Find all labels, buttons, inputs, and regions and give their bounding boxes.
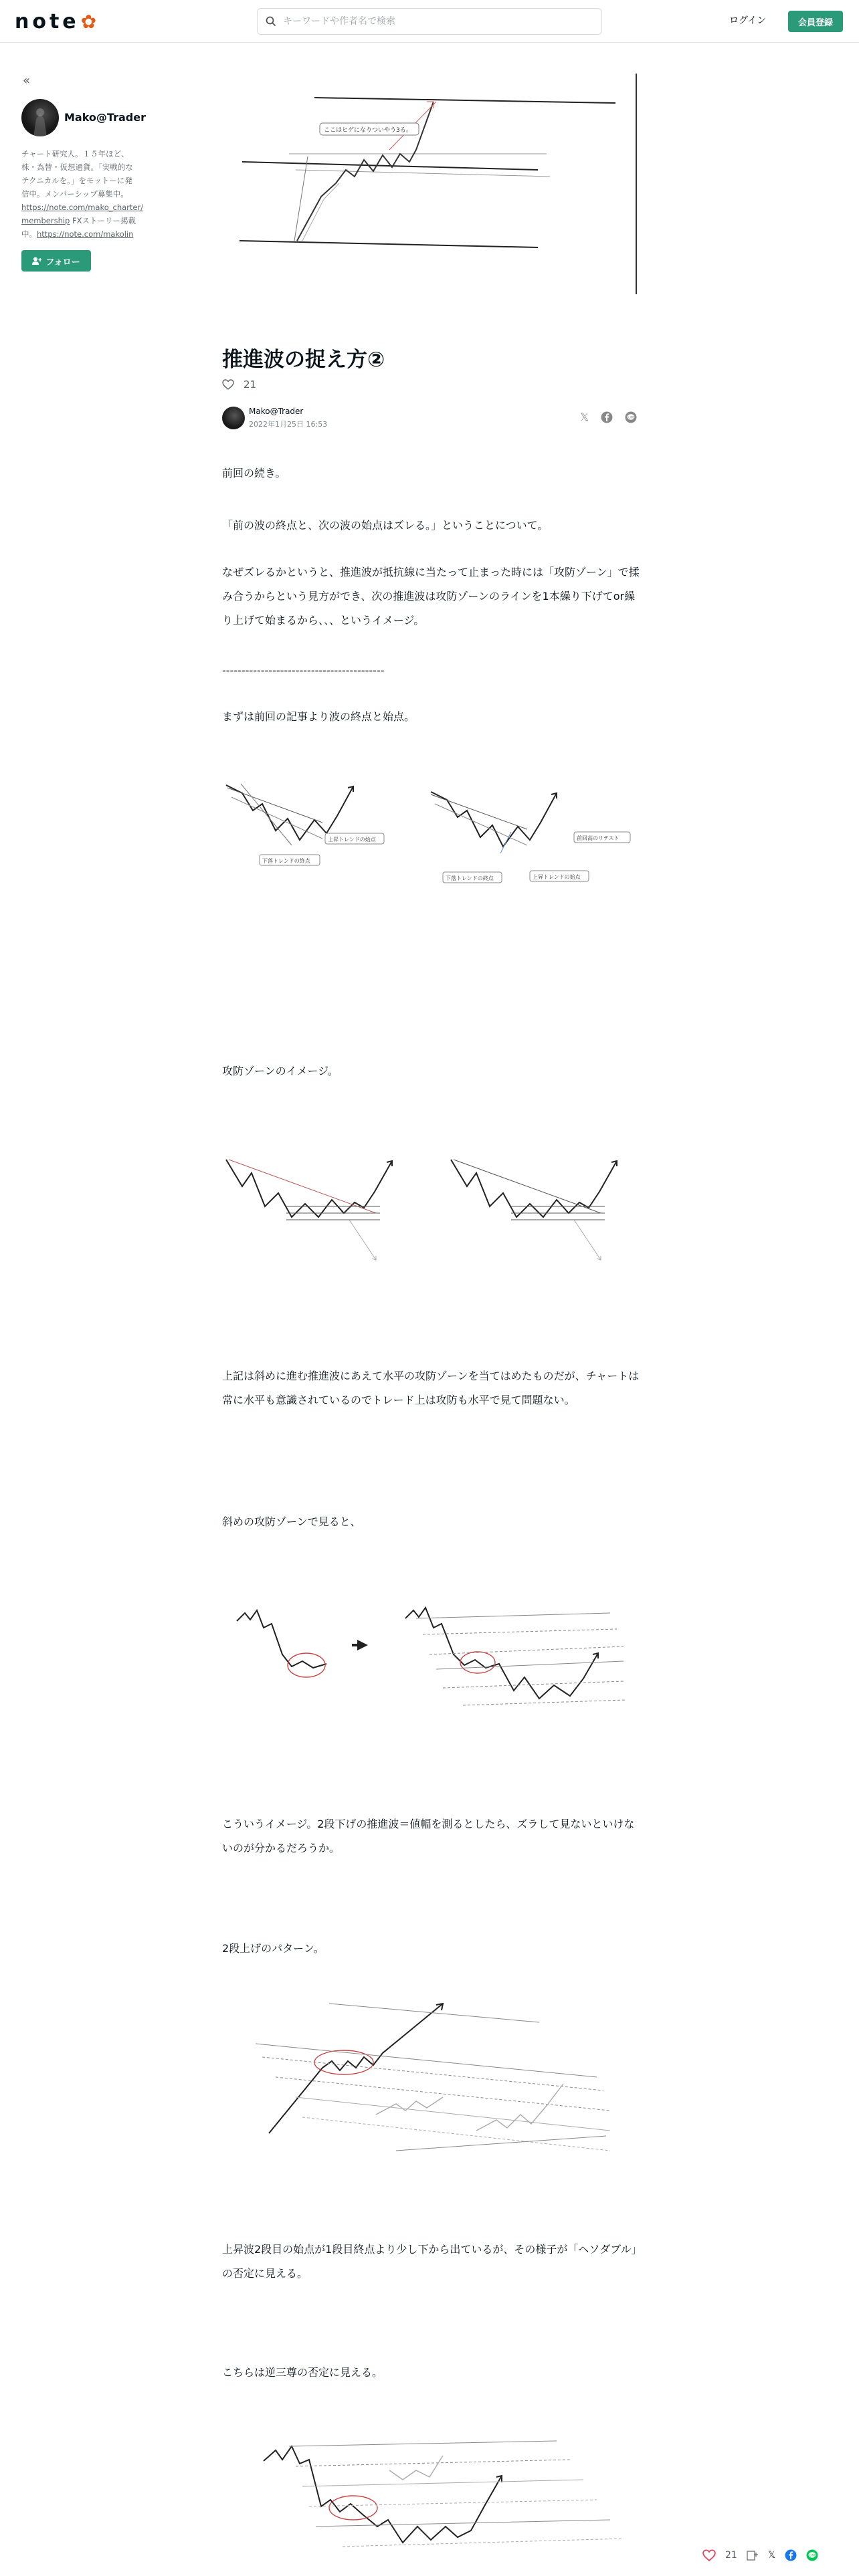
membership-link[interactable]: https://note.com/mako_charter/ xyxy=(21,203,144,212)
paragraph: 斜めの攻防ゾーンで見ると、 xyxy=(222,1515,361,1528)
author-name[interactable]: Mako@Trader xyxy=(64,111,146,124)
author-name-small[interactable]: Mako@Trader xyxy=(249,407,304,416)
follow-label: フォロー xyxy=(45,257,80,267)
hero-annotation: ここはヒゲになりついやう3る。 xyxy=(324,127,412,134)
line-share-icon[interactable] xyxy=(806,2549,818,2561)
share-buttons xyxy=(580,411,637,423)
bio-text: FXストーリー掲載 xyxy=(70,216,136,225)
figure-inverse-hs xyxy=(222,2406,638,2576)
svg-text:LINE: LINE xyxy=(809,2553,816,2557)
profile-link[interactable]: https://note.com/makolin xyxy=(37,229,134,239)
figure-wave-points xyxy=(222,753,638,988)
magazine-add-icon[interactable] xyxy=(747,2550,759,2561)
fig1-label: 下落トレンドの終点 xyxy=(262,858,310,864)
bio-line: 信中。メンバーシップ募集中。 xyxy=(21,189,128,199)
author-avatar[interactable] xyxy=(222,407,245,429)
collapse-sidebar-icon[interactable]: « xyxy=(23,74,31,88)
bio-text: 中。 xyxy=(21,229,37,239)
fig1-label: 上昇トレンドの始点 xyxy=(533,874,581,880)
author-row xyxy=(222,405,637,432)
hero-image xyxy=(222,70,637,293)
header xyxy=(0,0,859,43)
search-box[interactable] xyxy=(257,8,602,35)
paragraph: 攻防ゾーンのイメージ。 xyxy=(222,1065,339,1077)
person-add-icon xyxy=(32,257,41,265)
article-title: 推進波の捉え方② xyxy=(222,348,385,372)
floating-action-bar xyxy=(702,2549,818,2561)
fig1-label: 上昇トレンドの始点 xyxy=(328,837,376,843)
paragraph: こういうイメージ。2段下げの推進波＝値幅を測るとしたら、ズラして見ないといけないのが分かるだろうか。 xyxy=(222,1818,635,1854)
search-input[interactable] xyxy=(283,16,584,27)
like-count: 21 xyxy=(244,379,257,391)
paragraph: 上昇波2段目の始点が1段目終点より少し下から出ているが、その様子が「ヘソダブル」の否定に見える。 xyxy=(222,2243,637,2280)
paragraph: まずは前回の記事より波の終点と始点。 xyxy=(222,710,415,723)
publish-date: 2022年1月25日 16:53 xyxy=(249,420,328,429)
figure-zone-image xyxy=(222,1106,638,1341)
floating-like-count: 21 xyxy=(725,2550,737,2561)
facebook-share-icon[interactable] xyxy=(785,2549,797,2561)
membership-link-cont[interactable]: membership xyxy=(21,216,70,225)
x-share-icon[interactable]: 𝕏 xyxy=(767,2550,776,2561)
like-area[interactable] xyxy=(222,379,256,391)
note-logo[interactable] xyxy=(15,8,96,35)
paragraph: こちらは逆三尊の否定に見える。 xyxy=(222,2366,383,2379)
logo-text: note xyxy=(15,9,80,33)
paragraph: 「前の波の終点と、次の波の始点はズレる。」ということについて。 xyxy=(222,519,549,532)
facebook-share-icon[interactable] xyxy=(601,411,613,423)
svg-text:LINE: LINE xyxy=(628,415,635,419)
separator-text: ------------------------------------------ xyxy=(222,664,385,677)
signup-button[interactable]: 会員登録 xyxy=(788,11,843,32)
search-icon xyxy=(266,16,276,27)
author-bio xyxy=(21,147,147,241)
logo-mark-icon: ✿ xyxy=(80,10,97,33)
paragraph: なぜズレるかというと、推進波が抵抗線に当たって止まった時には「攻防ゾーン」で揉み合うからという見方ができ、次の推進波は攻防ゾーンのラインを1本繰り下げてor繰り上げて始まるから、、、というイメージ。 xyxy=(222,566,640,627)
heart-icon[interactable] xyxy=(702,2549,716,2561)
paragraph: 上記は斜めに進む推進波にあえて水平の攻防ゾーンを当てはめたものだが、チャートは常に水平も意識されているのでトレード上は攻防も水平で見て問題ない。 xyxy=(222,1370,640,1406)
fig1-label: 前回高のリテスト xyxy=(577,835,619,841)
paragraph: 2段上げのパターン。 xyxy=(222,1942,324,1955)
hero-divider xyxy=(636,74,637,294)
bio-line: テクニカルを。」をモットーに発 xyxy=(21,176,132,185)
fig1-label: 下落トレンドの終点 xyxy=(446,875,494,881)
figure-diagonal-zone xyxy=(222,1554,638,1790)
follow-button[interactable] xyxy=(21,250,91,272)
paragraph: 前回の続き。 xyxy=(222,467,286,479)
x-share-icon[interactable]: 𝕏 xyxy=(580,411,589,423)
figure-two-step-rise xyxy=(222,1983,638,2219)
line-share-icon[interactable] xyxy=(625,411,637,423)
bio-line: 株・為替・仮想通貨。「実戦的な xyxy=(21,163,133,172)
login-link[interactable]: ログイン xyxy=(729,15,767,26)
avatar[interactable] xyxy=(21,99,59,136)
bio-line: チャート研究人。１５年ほど、 xyxy=(21,149,129,158)
heart-icon[interactable] xyxy=(222,379,234,390)
